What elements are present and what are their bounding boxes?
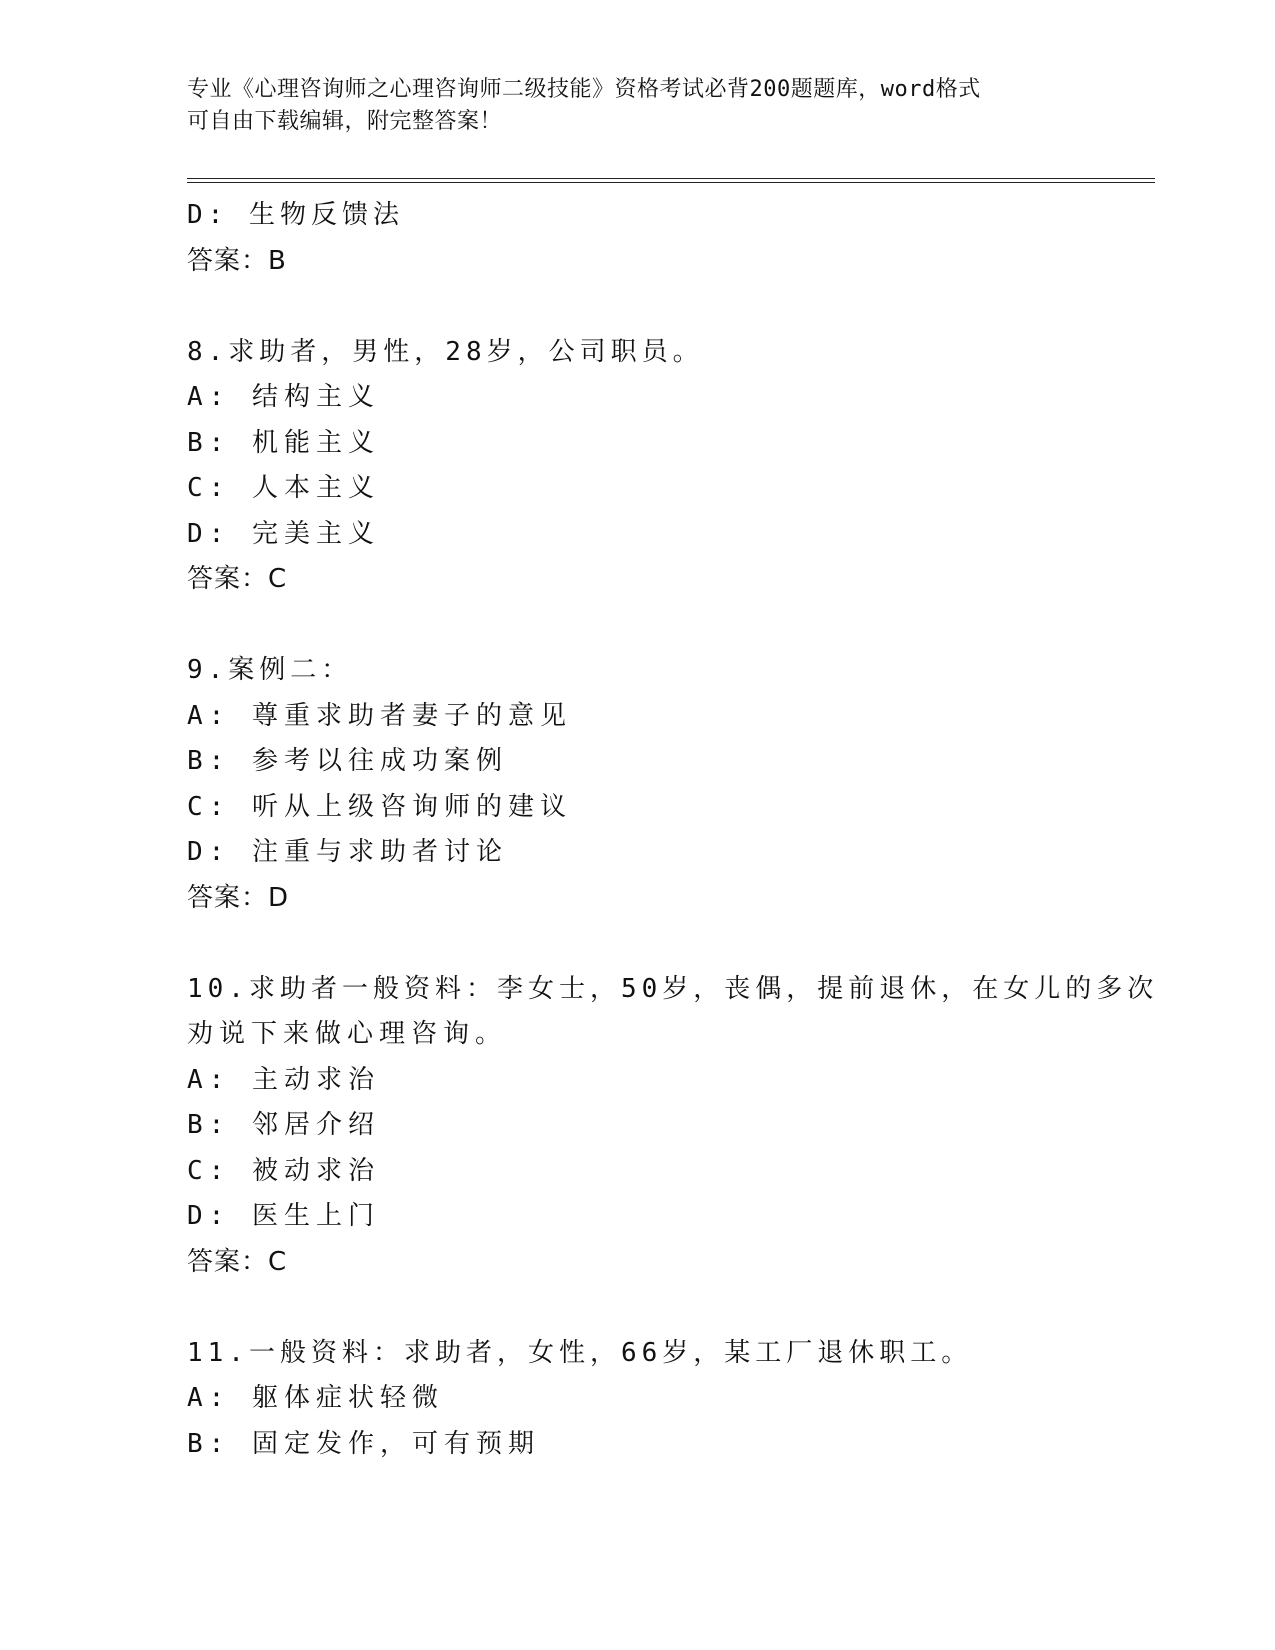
option-b: B: 机能主义 bbox=[187, 427, 380, 458]
header-title-line-2: 可自由下载编辑，附完整答案！ bbox=[187, 109, 503, 134]
header-double-rule bbox=[187, 178, 1155, 183]
option-c: C: 听从上级咨询师的建议 bbox=[187, 791, 572, 822]
question-8 bbox=[187, 330, 1147, 603]
option-a: A: 尊重求助者妻子的意见 bbox=[187, 700, 572, 731]
question-stem: 11.一般资料：求助者，女性，66岁，某工厂退休职工。 bbox=[187, 1337, 973, 1368]
answer: 答案：D bbox=[187, 882, 290, 913]
option-b: B: 参考以往成功案例 bbox=[187, 746, 508, 776]
question-7-continued bbox=[187, 193, 1147, 284]
option-a: A: 主动求治 bbox=[187, 1064, 380, 1095]
question-list bbox=[187, 193, 1159, 1467]
answer: 答案：C bbox=[187, 1246, 288, 1277]
spacer bbox=[187, 603, 1147, 649]
spacer bbox=[187, 921, 1147, 967]
option-b: B: 固定发作，可有预期 bbox=[187, 1428, 540, 1459]
option-a: A: 结构主义 bbox=[187, 382, 380, 412]
option-d: D: 完美主义 bbox=[187, 518, 380, 549]
option-c: C: 被动求治 bbox=[187, 1155, 380, 1186]
option-d: D: 注重与求助者讨论 bbox=[187, 837, 508, 867]
answer: 答案：C bbox=[187, 564, 288, 594]
option-a: A: 躯体症状轻微 bbox=[187, 1383, 444, 1413]
question-10 bbox=[187, 967, 1159, 1286]
option-b: B: 邻居介绍 bbox=[187, 1110, 380, 1140]
spacer bbox=[187, 284, 1147, 330]
option-d: D: 生物反馈法 bbox=[187, 200, 404, 230]
option-d: D: 医生上门 bbox=[187, 1201, 380, 1231]
header-title-line-1: 专业《心理咨询师之心理咨询师二级技能》资格考试必背200题题库，word格式 bbox=[187, 77, 981, 102]
question-stem-line-1: 10.求助者一般资料：李女士，50岁，丧偶，提前退休，在女儿的多次 bbox=[187, 973, 1159, 1004]
question-stem: 9.案例二： bbox=[187, 655, 353, 685]
page-header bbox=[187, 74, 1087, 138]
option-c: C: 人本主义 bbox=[187, 473, 380, 503]
question-stem-line-2: 劝说下来做心理咨询。 bbox=[187, 1019, 508, 1049]
question-9 bbox=[187, 648, 1147, 921]
answer: 答案：B bbox=[187, 245, 287, 276]
question-stem: 8.求助者，男性，28岁，公司职员。 bbox=[187, 336, 704, 367]
spacer bbox=[187, 1285, 1147, 1331]
question-11 bbox=[187, 1331, 1147, 1468]
